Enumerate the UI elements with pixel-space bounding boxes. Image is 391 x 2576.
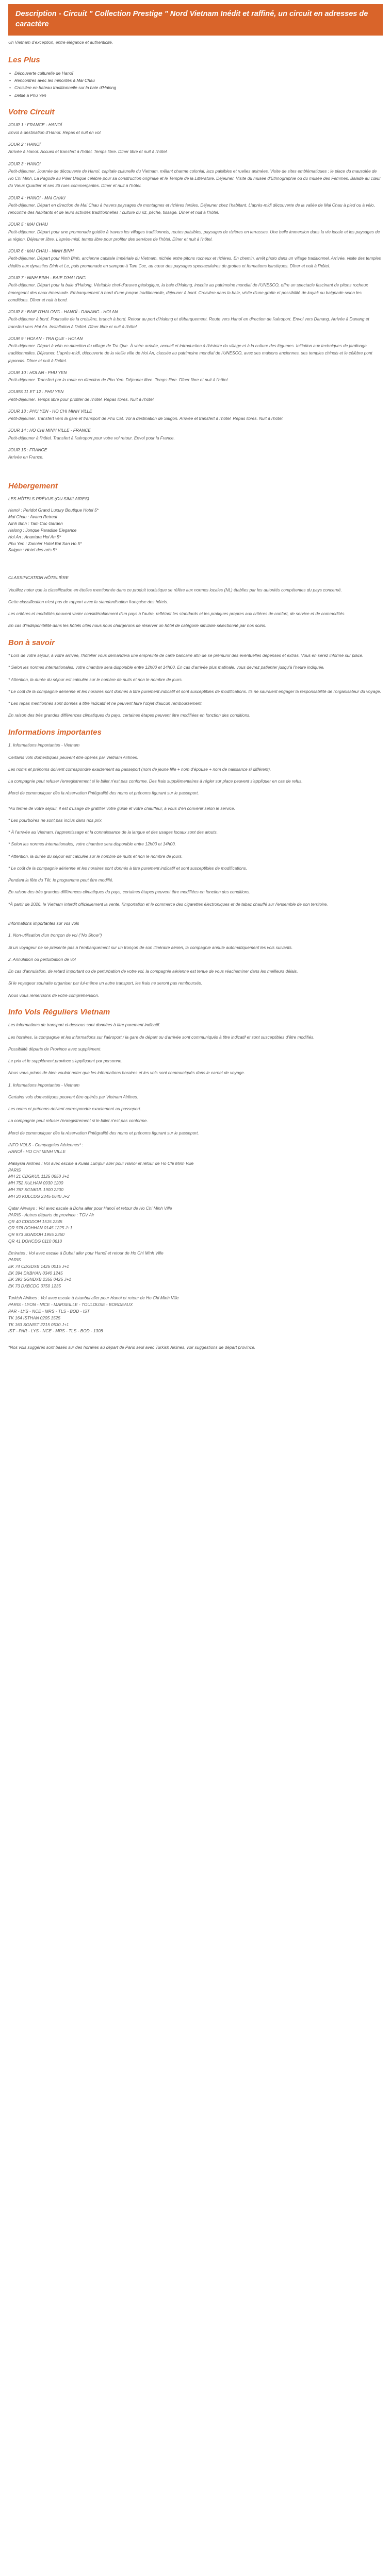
flight-group-title: Malaysia Airlines : Vol avec escale à Kuala Lumpur aller pour Hanoï et retour de Ho Chi Minh Ville	[8, 1160, 194, 1166]
flight-line: TK 163 SGNIST 2215 0530 J+1	[8, 1321, 69, 1327]
classification-text: Les critères et modalités peuvent varier considérablement d'un pays à l'autre, reflétant les standards et les pratiques propres aux critères de confort, de service et de commodités.	[8, 611, 346, 617]
day-title: JOUR 9 : HOI AN - TRA QUE - HOI AN	[8, 335, 83, 341]
info-paragraph: Nous vous remercions de votre compréhension.	[8, 992, 100, 998]
day-title: JOUR 7 : NINH BINH - BAIE D'HALONG	[8, 275, 86, 280]
flight-line: EK 393 SGNDXB 2355 0425 J+1	[8, 1277, 71, 1282]
info-paragraph: Certains vols domestiques peuvent être opérés par Vietnam Airlines.	[8, 754, 138, 760]
day-item	[8, 446, 383, 461]
day-item	[8, 221, 383, 243]
page-subtitle: Un Vietnam d'exception, entre élégance et authenticité.	[8, 40, 113, 45]
flight-line: EK 73 DXBCDG 0750 1235	[8, 1283, 61, 1289]
day-title: JOUR 6 : MAI CHAU - NINH BINH	[8, 248, 74, 254]
bon-a-savoir-heading: Bon à savoir	[8, 638, 55, 647]
info-paragraph: *Au terme de votre séjour, il est d'usage de gratifier votre guide et votre chauffeur, à vous d'en convenir selon le service.	[8, 805, 235, 811]
day-text: Petit-déjeuner. Journée de découverte de Hanoï, capitale culturelle du Vietnam, mêlant charme colonial, lacs paisibles et ruelles animées. Visite de sites emblématiques : le place du mausolée de Ho Chi Minh, La Pagode au Pilier Unique célèbre pour sa construction originale et le Temple de la Littérature. Déjeuner. Visite du musée d'Ethnographie ou du musée des Femmes. Balade au cœur du Vieux Quartier et ses 36 rues commerçantes. Dîner et nuit à l'hôtel.	[8, 168, 381, 189]
flights-footnote: *Nos vols suggérés sont basés sur des horaires au départ de Paris seul avec Turkish Airlines, voir suggestions de départ province.	[8, 1345, 256, 1350]
flight-line: QR 41 DOHCDG 0110 0610	[8, 1239, 62, 1244]
day-text: Arrivée en France.	[8, 454, 44, 460]
flight-line: MH 752 KULHAN 0930 1200	[8, 1180, 63, 1186]
flight-group-title: Turkish Airlines : Vol avec escale à Istanbul aller pour Hanoï et retour de Ho Chi Minh Ville	[8, 1295, 179, 1301]
page-title: Description - Circuit " Collection Prestige " Nord Vietnam Inédit et raffiné, un circuit en adresses de caractère	[8, 4, 383, 36]
day-item	[8, 160, 383, 190]
flight-line: PARIS	[8, 1167, 21, 1173]
info-paragraph: 2. Annulation ou perturbation de vol	[8, 956, 76, 962]
flight-line: PARIS - LYON - NICE - MARSEILLE - TOULOUSE - BORDEAUX	[8, 1302, 133, 1308]
hotel-item: Hoi An : Anantara Hoi An 5*	[8, 534, 61, 539]
day-title: JOUR 14 : HO CHI MINH VILLE - FRANCE	[8, 428, 91, 433]
flight-line: PARIS	[8, 1257, 21, 1262]
day-text: Petit-déjeuner à bord. Poursuite de la croisière, brunch à bord. Retour au port d'Halong et débarquement. Route vers Hanoï en direction de l'aéroport. Envol vers Danang. Arrivée à Danang et transfert vers Hoi An. Installation à l'hôtel. Dîner libre et nuit à l'hôtel.	[8, 316, 369, 329]
flight-list	[8, 1142, 383, 1334]
plus-item: • Croisière en bateau traditionnelle sur la baie d'Halong	[8, 84, 383, 91]
hotel-list	[8, 507, 383, 553]
day-text: Petit-déjeuner. Départ pour Ninh Binh, ancienne capitale impériale du Vietnam, nichée entre pitons rocheux et rizières. En chemin, arrêt photo dans un village traditionnel. Arrivée, visite des temples dédiés aux dynasties Dinh et Le, puis promenade en sampan à Tam Coc, au cœur des paysages spectaculaires de grottes et formations karstiques. Dîner et nuit à l'hôtel.	[8, 256, 381, 268]
hotel-item: Ninh Binh : Tam Coc Garden	[8, 521, 63, 527]
day-item	[8, 408, 383, 422]
hotel-item: Saigon : Hotel des arts 5*	[8, 547, 57, 553]
day-item	[8, 308, 383, 330]
day-text: Petit-déjeuner à l'hôtel. Transfert à l'aéroport pour votre vol retour. Envol pour la France.	[8, 435, 175, 440]
vols-paragraph: 1. Informations importantes - Vietnam	[8, 1082, 80, 1088]
info-paragraph: Informations importantes sur vos vols	[8, 920, 79, 926]
day-title: JOUR 3 : HANOÏ	[8, 161, 41, 166]
info-paragraph: La compagnie peut refuser l'enregistrement si le billet n'est pas conforme. Des frais supplémentaires à régler sur place peuvent s'appliquer en cas de refus.	[8, 778, 303, 784]
availability-note: En cas d'indisponibilité dans les hôtels cités nous nous chargerons de réserver un hôtel de catégorie similaire sélectionné par nos soins.	[8, 623, 267, 629]
day-item	[8, 121, 383, 136]
classification-text: Veuillez noter que la classification en étoiles mentionnée dans ce produit touristique se réfère aux normes locales (NL) établies par les autorités compétentes du pays concerné.	[8, 587, 342, 592]
day-item	[8, 274, 383, 303]
day-text: Petit-déjeuner. Transfert par la route en direction de Phu Yen. Déjeuner libre. Temps libre. Dîner libre et nuit à l'hôtel.	[8, 377, 229, 383]
flight-line: EK 394 DXBHAN 0340 1245	[8, 1270, 63, 1276]
flight-line: TK 164 ISTHAN 0205 1525	[8, 1315, 61, 1320]
day-title: JOUR 15 : FRANCE	[8, 447, 47, 453]
vols-paragraph: Possibilité départs de Province avec supplément.	[8, 1046, 102, 1052]
day-item	[8, 427, 383, 442]
hotel-item: Phu Yen : Zannier Hotel Bai San Ho 5*	[8, 540, 82, 546]
day-title: JOUR 10 : HOI AN - PHU YEN	[8, 369, 67, 375]
day-item	[8, 141, 383, 156]
info-paragraph: En raison des très grandes différences climatiques du pays, certaines étapes peuvent être modifiées en fonction des conditions.	[8, 713, 251, 718]
day-text: Petit-déjeuner. Départ pour une promenade guidée à travers les villages traditionnels, routes paisibles, paysages de rizières en terrasses. Une belle immersion dans la vie locale et les paysages de la région. Déjeuner libre. L'après-midi, temps libre pour profiter des services de l'hôtel. Dîner et nuit à l'hôtel.	[8, 229, 380, 242]
vols-heading: Info Vols Réguliers Vietnam	[8, 1007, 110, 1016]
info-paragraph: Les noms et prénoms doivent correspondre exactement au passeport (nom de jeune fille + nom d'épouse + nom de naissance si différent).	[8, 766, 271, 772]
day-text: Arrivée à Hanoï. Accueil et transfert à l'hôtel. Temps libre. Dîner libre et nuit à l'hôtel.	[8, 149, 168, 155]
vols-paragraph: Merci de communiquer dès la réservation l'intégralité des noms et prénoms figurant sur le passeport.	[8, 1130, 199, 1136]
flight-line: QR 40 CDGDOH 1515 2345	[8, 1218, 62, 1224]
plus-item: • Découverte culturelle de Hanoï	[8, 70, 383, 77]
classification-text: Cette classification n'est pas de rapport avec la standardisation française des hôtels.	[8, 599, 169, 604]
info-paragraph: * Le coût de la compagnie aérienne et les horaires sont donnés à titre purement indicatif et sont susceptibles de modifications.	[8, 865, 248, 871]
day-item	[8, 388, 383, 403]
vols-paragraph: Les noms et prénoms doivent correspondre exactement au passeport.	[8, 1106, 141, 1112]
flight-line: QR 973 SGNDOH 1955 2350	[8, 1232, 64, 1238]
vols-paragraph: Certains vols domestiques peuvent être opérés par Vietnam Airlines.	[8, 1094, 138, 1099]
flight-group-title: Qatar Airways : Vol avec escale à Doha aller pour Hanoï et retour de Ho Chi Minh Ville	[8, 1205, 172, 1211]
vols-paragraph: Le prix et le supplément province s'appliquent par personne.	[8, 1058, 123, 1064]
info-paragraph: En raison des très grandes différences climatiques du pays, certaines étapes peuvent être modifiées en fonction des conditions.	[8, 889, 251, 895]
day-title: JOUR 5 : MAI CHAU	[8, 222, 48, 227]
day-text: Petit-déjeuner. Départ en direction de Mai Chau à travers paysages de montagnes et rizières fertiles. Déjeuner chez l'habitant. L'après-midi découverte de la vallée de Mai Chau à pied ou à vélo, rencontre des habitants et de leurs activités traditionnelles : culture du riz, pêche, tissage. Dîner et nuit à l'hôtel.	[8, 202, 375, 215]
info-paragraph: Merci de communiquer dès la réservation l'intégralité des noms et prénoms figurant sur le passeport.	[8, 790, 199, 796]
info-paragraph: Si un voyageur ne se présente pas à l'embarquement sur un tronçon de son itinéraire aérien, la compagnie annule automatiquement les vols suivants.	[8, 944, 293, 950]
flight-group-title: Emirates : Vol avec escale à Dubaï aller pour Hanoï et retour de Ho Chi Minh Ville	[8, 1250, 164, 1256]
plus-item: • Rencontres avec les minorités à Mai Chau	[8, 77, 383, 84]
day-title: JOUR 13 : PHU YEN - HO CHI MINH VILLE	[8, 408, 92, 414]
day-item	[8, 194, 383, 216]
infos-heading: Informations importantes	[8, 727, 102, 737]
hebergement-heading: Hébergement	[8, 481, 58, 490]
day-item	[8, 247, 383, 269]
day-title: JOUR 1 : FRANCE - HANOÏ	[8, 122, 62, 128]
vols-paragraph: Les horaires, la compagnie et les informations sur l'aéroport / la gare de départ ou d'arrivée sont communiqués à titre indicatif et sont susceptibles d'être modifiés.	[8, 1034, 315, 1040]
info-paragraph: *À partir de 2026, le Vietnam interdit officiellement la vente, l'importation et le commerce des cigarettes électroniques et de tabac chauffé sur l'ensemble de son territoire.	[8, 901, 328, 907]
flight-line: IST - PAR - LYS - NCE - MRS - TLS - BOD - 1308	[8, 1328, 103, 1334]
flight-line: QR 976 DOHHAN 0145 1225 J+1	[8, 1225, 73, 1231]
info-paragraph: * Lors de votre séjour, à votre arrivée, l'hôtelier vous demandera une empreinte de carte bancaire afin de se prémunir des éventuelles dépenses et extras. Vous en serez informé sur place.	[8, 653, 364, 658]
info-paragraph: * Selon les normes internationales, votre chambre sera disponible entre 12h00 et 14h00. En cas d'arrivée plus matinale, vous devrez patienter jusqu'à l'heure indiquée.	[8, 665, 325, 670]
day-item	[8, 369, 383, 384]
hotel-item: Mai Chau : Avana Retreat	[8, 514, 58, 520]
info-paragraph: 1. Non-utilisation d'un tronçon de vol ("No Show")	[8, 933, 102, 938]
flight-line: HANOÏ - HO CHI MINH VILLE	[8, 1148, 66, 1154]
plus-item: • Défilé à Phu Yen	[8, 92, 383, 99]
info-paragraph: * Attention, la durée du séjour est calculée sur le nombre de nuits et non le nombre de jours.	[8, 676, 183, 682]
info-paragraph: * Attention, la durée du séjour est calculée sur le nombre de nuits et non le nombre de jours.	[8, 853, 183, 859]
hotel-item: Halong : Jonque Paradise Elegance	[8, 527, 77, 533]
day-item	[8, 335, 383, 364]
flight-line: EK 74 CDGDXB 1425 0015 J+1	[8, 1263, 69, 1269]
itinerary-heading: Votre Circuit	[8, 107, 55, 116]
day-text: Petit-déjeuner. Départ pour la baie d'Halong. Véritable chef-d'œuvre géologique, la baie d'Halong, inscrite au patrimoine mondial de l'UNESCO, offre un spectacle fascinant de pitons rocheux émergeant des eaux émeraude. Embarquement à bord d'une jonque traditionnelle, déjeuner à bord. Croisière dans la baie, visite d'une grotte et possibilité de kayak ou baignade selon les conditions. Dîner et nuit à bord.	[8, 282, 368, 302]
flight-line: PAR - LYS - NCE - MRS - TLS - BOD - IST	[8, 1308, 90, 1314]
classification-title: CLASSIFICATION HÔTELIÈRE	[8, 575, 69, 581]
info-paragraph: * Les repas mentionnés sont donnés à titre indicatif et ne peuvent faire l'objet d'aucun remboursement.	[8, 701, 203, 706]
flight-line: PARIS - Autres départs de province : TGV Air	[8, 1212, 94, 1217]
info-paragraph: * Selon les normes internationales, votre chambre sera disponible entre 12h00 et 14h00.	[8, 841, 176, 847]
info-paragraph: En cas d'annulation, de retard important ou de perturbation de votre vol, la compagnie aérienne est tenue de vous réacheminer dans les meilleurs délais.	[8, 969, 298, 974]
flight-line: MH 20 KULCDG 2345 0640 J+2	[8, 1194, 70, 1199]
itinerary-list	[8, 121, 383, 461]
hotel-item: Hanoï : Peridot Grand Luxury Boutique Hotel 5*	[8, 507, 99, 513]
day-text: Petit-déjeuner. Transfert vers la gare et transport de Phu Cat. Vol à destination de Saigon. Arrivée et transfert à l'hôtel. Repas libres. Nuit à l'hôtel.	[8, 416, 284, 421]
info-paragraph: 1. Informations importantes - Vietnam	[8, 742, 80, 748]
flight-line: MH 767 SGNKUL 1900 2200	[8, 1187, 63, 1193]
day-text: Petit-déjeuner. Temps libre pour profiter de l'hôtel. Repas libres. Nuit à l'hôtel.	[8, 396, 155, 402]
info-paragraph: * À l'arrivée au Vietnam, l'apprentissage et la connaissance de la langue et des usages locaux sont des atouts.	[8, 829, 218, 835]
day-title: JOUR 4 : HANOÏ - MAI CHAU	[8, 195, 66, 200]
info-paragraph: * Les pourboires ne sont pas inclus dans nos prix.	[8, 817, 103, 823]
vols-paragraph: La compagnie peut refuser l'enregistrement si le billet n'est pas conforme.	[8, 1118, 148, 1124]
plus-heading: Les Plus	[8, 56, 40, 65]
hotels-intro: LES HÔTELS PRÉVUS (OU SIMILAIRES)	[8, 496, 89, 502]
day-text: Petit-déjeuner. Départ à vélo en direction du village de Tra Que. À votre arrivée, accueil et introduction à l'histoire du village et à la culture des légumes. Initiation aux techniques de jardinage traditionnelles. Déjeuner. L'après-midi, découverte de la vieille ville de Hoi An, classée au patrimoine mondial de l'UNESCO, avec ses maisons anciennes, ses temples chinois et le célèbre pont japonais. Dîner et nuit à l'hôtel.	[8, 343, 372, 363]
flight-group-title: INFO VOLS - Compagnies Aériennes* :	[8, 1142, 84, 1147]
day-title: JOURS 11 ET 12 : PHU YEN	[8, 389, 64, 395]
vols-intro: Les informations de transport ci-dessous sont données à titre purement indicatif.	[8, 1022, 160, 1028]
flight-line: MH 21 CDGKUL 1125 0650 J+1	[8, 1174, 69, 1179]
info-paragraph: Pendant la fête du Têt, le programme peut être modifié.	[8, 877, 113, 883]
plus-list	[8, 70, 383, 99]
day-text: Envol à destination d'Hanoï. Repas et nuit en vol.	[8, 129, 102, 135]
info-paragraph: * Le coût de la compagnie aérienne et les horaires sont donnés à titre purement indicatif et sont susceptibles de modifications. Ils ne sauraient engager la responsabilité de l'organisateur du voyage.	[8, 688, 381, 694]
info-paragraph: Si le voyageur souhaite organiser par lui-même un autre transport, les frais ne seront pas remboursés.	[8, 980, 202, 986]
day-title: JOUR 2 : HANOÏ	[8, 141, 41, 147]
day-title: JOUR 8 : BAIE D'HALONG - HANOÏ - DANANG - HOI AN	[8, 309, 118, 315]
vols-paragraph: Nous vous prions de bien vouloir noter que les informations horaires et les vols sont communiqués dans le carnet de voyage.	[8, 1070, 245, 1076]
